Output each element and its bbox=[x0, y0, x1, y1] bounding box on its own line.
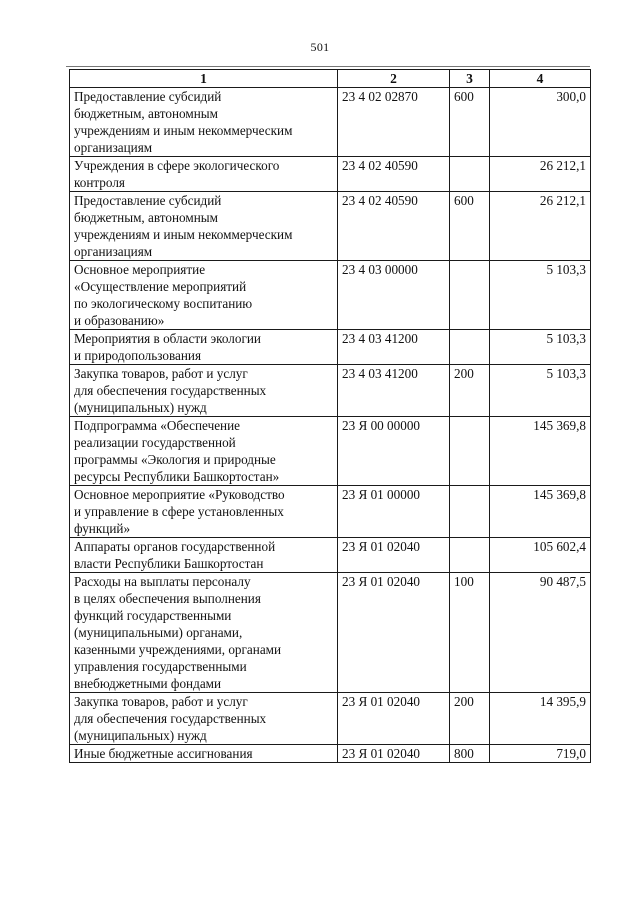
row-sum-cell: 719,0 bbox=[490, 745, 591, 763]
row-name-line: Основное мероприятие bbox=[74, 262, 206, 277]
row-name-cell bbox=[70, 745, 338, 763]
top-rule bbox=[66, 66, 590, 67]
row-name-line: контроля bbox=[74, 175, 125, 190]
row-sum-cell: 5 103,3 bbox=[490, 365, 591, 417]
row-name-line: функций государственными bbox=[74, 608, 232, 623]
row-name-line: функций» bbox=[74, 521, 131, 536]
row-code-cell: 23 Я 01 02040 bbox=[338, 538, 450, 573]
row-type-cell: 800 bbox=[450, 745, 490, 763]
row-name-line: Иные бюджетные ассигнования bbox=[74, 746, 253, 761]
row-code-cell: 23 4 03 41200 bbox=[338, 330, 450, 365]
row-sum-cell: 14 395,9 bbox=[490, 693, 591, 745]
table-row bbox=[70, 157, 591, 192]
row-name-line: «Осуществление мероприятий bbox=[74, 279, 247, 294]
row-name-cell bbox=[70, 88, 338, 157]
row-name-line: бюджетным, автономным bbox=[74, 210, 218, 225]
row-name-line: (муниципальных) нужд bbox=[74, 728, 207, 743]
row-type-cell: 100 bbox=[450, 573, 490, 693]
row-name-line: Расходы на выплаты персоналу bbox=[74, 574, 251, 589]
row-name-cell bbox=[70, 261, 338, 330]
table-body bbox=[70, 88, 591, 763]
row-sum-cell: 105 602,4 bbox=[490, 538, 591, 573]
row-name-line: управления государственными bbox=[74, 659, 247, 674]
row-name-line: Мероприятия в области экологии bbox=[74, 331, 261, 346]
row-code-cell: 23 4 03 00000 bbox=[338, 261, 450, 330]
row-name-cell bbox=[70, 573, 338, 693]
row-name-line: Закупка товаров, работ и услуг bbox=[74, 694, 248, 709]
table-row bbox=[70, 417, 591, 486]
row-sum-cell: 5 103,3 bbox=[490, 330, 591, 365]
row-type-cell bbox=[450, 538, 490, 573]
row-name-line: организациям bbox=[74, 140, 153, 155]
row-sum-cell: 5 103,3 bbox=[490, 261, 591, 330]
row-name-line: для обеспечения государственных bbox=[74, 383, 267, 398]
row-name-line: учреждениям и иным некоммерческим bbox=[74, 227, 293, 242]
table-header bbox=[70, 70, 591, 88]
row-name-cell bbox=[70, 157, 338, 192]
table-row bbox=[70, 538, 591, 573]
page-number: 501 bbox=[310, 40, 330, 54]
table-row bbox=[70, 261, 591, 330]
row-sum-cell: 90 487,5 bbox=[490, 573, 591, 693]
row-name-line: в целях обеспечения выполнения bbox=[74, 591, 261, 606]
header-col-sum: 4 bbox=[490, 70, 591, 88]
row-code-cell: 23 Я 01 00000 bbox=[338, 486, 450, 538]
table-row bbox=[70, 365, 591, 417]
header-col-code: 2 bbox=[338, 70, 450, 88]
row-name-cell bbox=[70, 538, 338, 573]
row-name-line: Аппараты органов государственной bbox=[74, 539, 276, 554]
row-code-cell: 23 Я 01 02040 bbox=[338, 745, 450, 763]
row-type-cell bbox=[450, 486, 490, 538]
row-sum-cell: 300,0 bbox=[490, 88, 591, 157]
row-name-line: власти Республики Башкортостан bbox=[74, 556, 264, 571]
row-sum-cell: 26 212,1 bbox=[490, 157, 591, 192]
table-row bbox=[70, 693, 591, 745]
row-name-line: ресурсы Республики Башкортостан» bbox=[74, 469, 280, 484]
row-code-cell: 23 Я 01 02040 bbox=[338, 693, 450, 745]
row-name-line: реализации государственной bbox=[74, 435, 236, 450]
row-code-cell: 23 4 02 40590 bbox=[338, 157, 450, 192]
header-col-type: 3 bbox=[450, 70, 490, 88]
row-sum-cell: 26 212,1 bbox=[490, 192, 591, 261]
row-name-line: для обеспечения государственных bbox=[74, 711, 267, 726]
header-row bbox=[70, 70, 591, 88]
row-name-cell bbox=[70, 192, 338, 261]
table-row bbox=[70, 88, 591, 157]
table-row bbox=[70, 192, 591, 261]
row-name-line: Закупка товаров, работ и услуг bbox=[74, 366, 248, 381]
row-name-cell bbox=[70, 417, 338, 486]
row-name-line: Предоставление субсидий bbox=[74, 89, 222, 104]
row-name-line: казенными учреждениями, органами bbox=[74, 642, 282, 657]
row-name-cell bbox=[70, 486, 338, 538]
row-name-cell bbox=[70, 693, 338, 745]
row-code-cell: 23 4 03 41200 bbox=[338, 365, 450, 417]
row-type-cell bbox=[450, 330, 490, 365]
header-col-name: 1 bbox=[70, 70, 338, 88]
table-row bbox=[70, 745, 591, 763]
row-code-cell: 23 Я 01 02040 bbox=[338, 573, 450, 693]
row-name-line: бюджетным, автономным bbox=[74, 106, 218, 121]
row-name-line: программы «Экология и природные bbox=[74, 452, 276, 467]
row-code-cell: 23 4 02 02870 bbox=[338, 88, 450, 157]
budget-table bbox=[69, 69, 591, 763]
row-name-line: Предоставление субсидий bbox=[74, 193, 222, 208]
table-row bbox=[70, 573, 591, 693]
row-code-cell: 23 4 02 40590 bbox=[338, 192, 450, 261]
row-name-line: (муниципальными) органами, bbox=[74, 625, 243, 640]
row-name-line: и природопользования bbox=[74, 348, 202, 363]
row-name-cell bbox=[70, 330, 338, 365]
row-name-line: (муниципальных) нужд bbox=[74, 400, 207, 415]
row-type-cell: 200 bbox=[450, 693, 490, 745]
row-code-cell: 23 Я 00 00000 bbox=[338, 417, 450, 486]
table-row bbox=[70, 486, 591, 538]
row-name-line: организациям bbox=[74, 244, 153, 259]
row-sum-cell: 145 369,8 bbox=[490, 417, 591, 486]
row-name-cell bbox=[70, 365, 338, 417]
row-name-line: Основное мероприятие «Руководство bbox=[74, 487, 285, 502]
row-name-line: Учреждения в сфере экологического bbox=[74, 158, 280, 173]
row-name-line: и образованию» bbox=[74, 313, 165, 328]
row-name-line: учреждениям и иным некоммерческим bbox=[74, 123, 293, 138]
row-type-cell: 600 bbox=[450, 88, 490, 157]
table-row bbox=[70, 330, 591, 365]
row-name-line: по экологическому воспитанию bbox=[74, 296, 253, 311]
row-type-cell: 200 bbox=[450, 365, 490, 417]
row-type-cell bbox=[450, 417, 490, 486]
row-name-line: Подпрограмма «Обеспечение bbox=[74, 418, 241, 433]
row-type-cell bbox=[450, 261, 490, 330]
row-type-cell: 600 bbox=[450, 192, 490, 261]
row-name-line: внебюджетными фондами bbox=[74, 676, 222, 691]
row-type-cell bbox=[450, 157, 490, 192]
row-name-line: и управление в сфере установленных bbox=[74, 504, 284, 519]
row-sum-cell: 145 369,8 bbox=[490, 486, 591, 538]
